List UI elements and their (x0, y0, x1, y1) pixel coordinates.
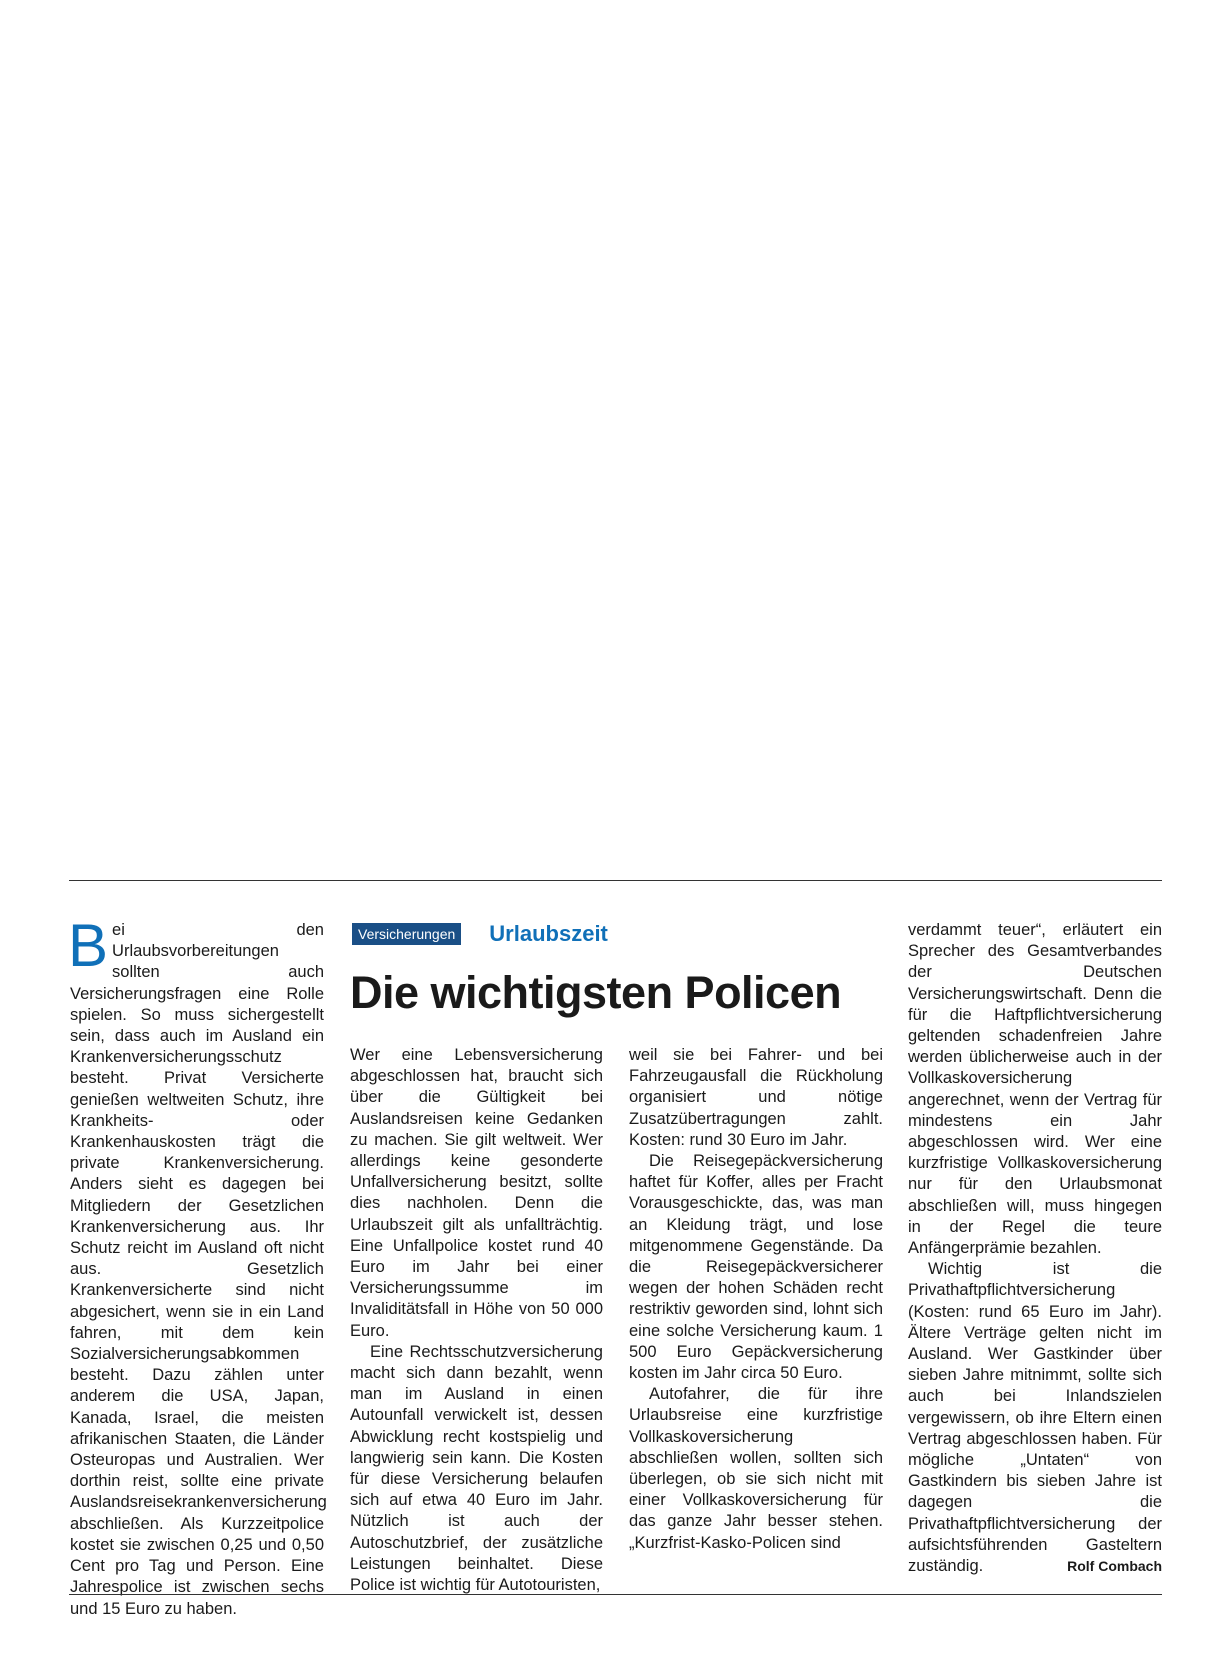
paragraph: verdammt teuer“, erläutert ein Sprecher des Gesamtverbandes der Deutschen Versicherungswirtschaft. Denn die für die Haftpflichtversicherung geltenden schadenfreien Jahre werden üblicherweise auch in der Vollkaskoversicherung angerechnet, wenn der Vertrag für mindestens ein Jahr abgeschlossen wird. Wer eine kurzfristige Vollkaskoversicherung nur für den Urlaubsmonat abschließen will, muss hingegen in der Regel die teure Anfängerprämie bezahlen. (908, 921, 1162, 1258)
article-column-4 (908, 920, 1162, 1577)
paragraph: Eine Rechtsschutzversicherung macht sich dann bezahlt, wenn man im Ausland in einen Autounfall verwickelt ist, dessen Abwicklung recht kostspielig und langwierig sein kann. Die Kosten für diese Versicherung belaufen sich auf etwa 40 Euro im Jahr. Nützlich ist auch der Autoschutzbrief, der zusätzliche Leistungen beinhaltet. Diese Police ist wichtig für Autotouristen, (350, 1342, 603, 1595)
paragraph (908, 1259, 1162, 1577)
article-column-1 (68, 912, 327, 1620)
paragraph (68, 912, 327, 1620)
article-column-3 (629, 1045, 883, 1554)
article-headline: Die wichtigsten Policen (350, 967, 842, 1018)
article-top-rule (69, 880, 1162, 881)
paragraph: Wer eine Lebensversicherung abgeschlossen hat, braucht sich über die Gültigkeit bei Auslandsreisen keine Gedanken zu machen. Sie gilt weltweit. Wer allerdings keine gesonderte Unfallversicherung besitzt, sollte dies nachholen. Denn die Urlaubszeit gilt als unfallträchtig. Eine Unfallpolice kostet rund 40 Euro im Jahr bei einer Versicherungssumme im Invaliditätsfall in Höhe von 50 000 Euro. (350, 1046, 603, 1340)
article-kicker (352, 922, 608, 946)
paragraph: weil sie bei Fahrer- und bei Fahrzeugausfall die Rückholung organisiert und nötige Zusatzübertragungen zahlt. Kosten: rund 30 Euro im Jahr. (629, 1046, 883, 1149)
section-tag: Versicherungen (352, 923, 461, 945)
paragraph-text: Wichtig ist die Privathaftpflichtversicherung (Kosten: rund 65 Euro im Jahr). Ältere Verträge gelten nicht im Ausland. Wer Gastkinder über sieben Jahre mitnimmt, sollte sich auch bei Inlandszielen vergewissern, ob ihre Eltern einen Vertrag abgeschlossen haben. Für mögliche „Untaten“ von Gastkindern bis sieben Jahre ist dagegen die Privathaftpflichtversicherung der aufsichtsführenden Gasteltern zuständig. (908, 1260, 1162, 1576)
drop-cap: B (68, 912, 109, 979)
paragraph-text: ei den Urlaubsvorbereitungen sollten auch Versicherungsfragen eine Rolle spielen. So muss sichergestellt sein, dass auch im Ausland ein Krankenversicherungsschutz besteht. Privat Versicherte genießen weltweiten Schutz, ihre Krankheits- oder Krankenhauskosten trägt die private Krankenversicherung. Anders sieht es dagegen bei Mitgliedern der Gesetzlichen Krankenversicherung aus. Ihr Schutz reicht im Ausland oft nicht aus. Gesetzlich Krankenversicherte sind nicht abgesichert, wenn sie in ein Land fahren, mit dem kein Sozialversicherungsabkommen besteht. Dazu zählen unter anderem die USA, Japan, Kanada, Israel, die meisten afrikanischen Staaten, die Länder Osteuropas und Australien. Wer dorthin reist, sollte eine private Auslandsreisekrankenversicherung abschließen. Als Kurzzeitpolice kostet sie zwischen 0,25 und 0,50 Cent pro Tag und Person. Eine Jahrespolice ist zwischen sechs und 15 Euro zu haben. (70, 921, 327, 1618)
paragraph: Autofahrer, die für ihre Urlaubsreise eine kurzfristige Vollkaskoversicherung abschließen wollen, sollten sich überlegen, ob sie sich nicht mit einer Vollkaskoversicherung für das ganze Jahr besser stehen. „Kurzfrist-Kasko-Policen sind (629, 1385, 883, 1552)
article-column-2 (350, 1045, 603, 1596)
article-bottom-rule (69, 1594, 1162, 1595)
rubric-title: Urlaubszeit (489, 921, 608, 946)
author-byline: Rolf Combach (1067, 1558, 1162, 1575)
paragraph: Die Reisegepäckversicherung haftet für Koffer, alles per Fracht Vorausgeschickte, das, was man an Kleidung trägt, und lose mitgenommene Gegenstände. Da die Reisegepäckversicherer wegen der hohen Schäden recht restriktiv geworden sind, lohnt sich eine solche Versicherung kaum. 1 500 Euro Gepäckversicherung kosten im Jahr circa 50 Euro. (629, 1152, 883, 1383)
